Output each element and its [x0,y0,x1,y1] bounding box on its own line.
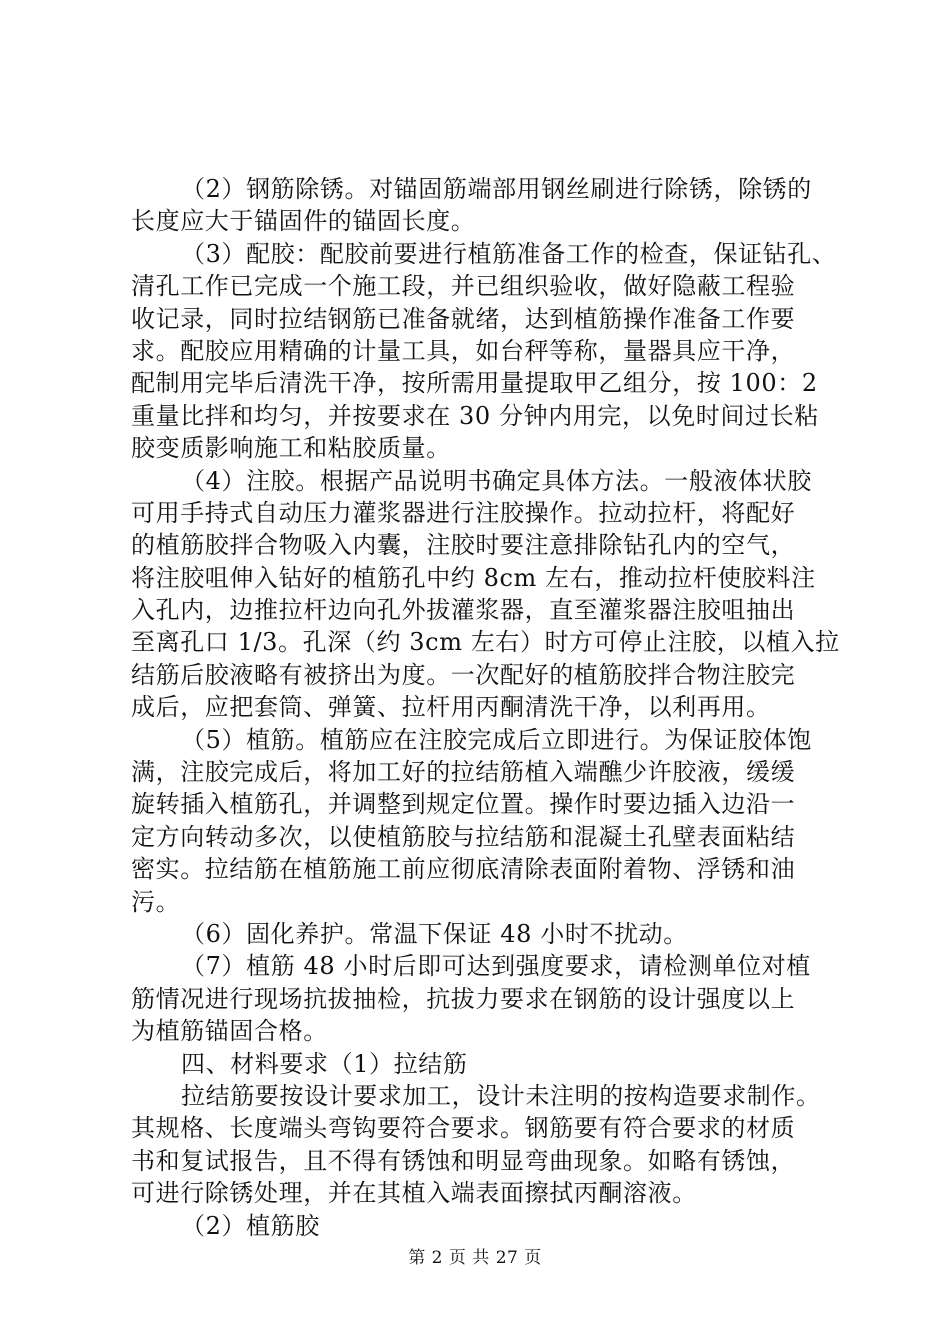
text-line: （6）固化养护。常温下保证 48 小时不扰动。 [181,919,688,948]
text-line: 定方向转动多次，以使植筋胶与拉结筋和混凝土孔壁表面粘结 [131,822,796,851]
text-line: 污。 [131,887,181,916]
text-line: 配制用完毕后清洗干净，按所需用量提取甲乙组分，按 100：2 [131,369,818,398]
text-line: 拉结筋要按设计要求加工，设计未注明的按构造要求制作。 [181,1081,821,1110]
document-body [131,173,840,1242]
text-line: 满，注胶完成后，将加工好的拉结筋植入端醮少许胶液，缓缓 [131,758,796,787]
text-line: 将注胶咀伸入钻好的植筋孔中约 8cm 左右，推动拉杆使胶料注 [131,563,816,592]
text-line: 可用手持式自动压力灌浆器进行注胶操作。拉动拉杆，将配好 [131,498,796,527]
text-line: （5）植筋。植筋应在注胶完成后立即进行。为保证胶体饱 [181,725,812,754]
text-line: 书和复试报告，且不得有锈蚀和明显弯曲现象。如略有锈蚀， [131,1146,796,1175]
text-line: 四、材料要求（1）拉结筋 [181,1049,468,1078]
text-line: （4）注胶。根据产品说明书确定具体方法。一般液体状胶 [181,466,812,495]
text-line: 重量比拌和均匀，并按要求在 30 分钟内用完，以免时间过长粘 [131,401,819,430]
text-line: 长度应大于锚固件的锚固长度。 [131,207,476,236]
text-line: 求。配胶应用精确的计量工具，如台秤等称，量器具应干净， [131,336,796,365]
text-line: 筋情况进行现场抗拔抽检，抗拔力要求在钢筋的设计强度以上 [131,984,796,1013]
text-line: （2）钢筋除锈。对锚固筋端部用钢丝刷进行除锈，除锈的 [181,175,812,203]
text-line: 为植筋锚固合格。 [131,1017,328,1046]
text-line: （7）植筋 48 小时后即可达到强度要求，请检测单位对植 [181,952,811,981]
text-line: 结筋后胶液略有被挤出为度。一次配好的植筋胶拌合物注胶完 [131,660,796,689]
text-line: 入孔内，边推拉杆边向孔外拔灌浆器，直至灌浆器注胶咀抽出 [131,596,796,625]
text-line: （2）植筋胶 [181,1211,320,1240]
text-line: 至离孔口 1/3。孔深（约 3cm 左右）时方可停止注胶，以植入拉 [131,628,840,657]
text-line: 密实。拉结筋在植筋施工前应彻底清除表面附着物、浮锈和油 [131,855,796,884]
text-line: 的植筋胶拌合物吸入内囊，注胶时要注意排除钻孔内的空气， [131,531,796,560]
text-line: 胶变质影响施工和粘胶质量。 [131,434,451,463]
text-line: 清孔工作已完成一个施工段，并已组织验收，做好隐蔽工程验 [131,272,796,301]
text-line: 收记录，同时拉结钢筋已准备就绪，达到植筋操作准备工作要 [131,304,796,333]
text-line: 成后，应把套筒、弹簧、拉杆用丙酮清洗干净，以利再用。 [131,693,771,722]
text-line: 旋转插入植筋孔，并调整到规定位置。操作时要边插入边沿一 [131,790,796,819]
text-line: 可进行除锈处理，并在其植入端表面擦拭丙酮溶液。 [131,1179,697,1208]
text-line: （3）配胶：配胶前要进行植筋准备工作的检查，保证钻孔、 [181,239,837,268]
page-footer: 第 2 页 共 27 页 [408,1248,542,1268]
text-line: 其规格、长度端头弯钩要符合要求。钢筋要有符合要求的材质 [131,1114,796,1143]
